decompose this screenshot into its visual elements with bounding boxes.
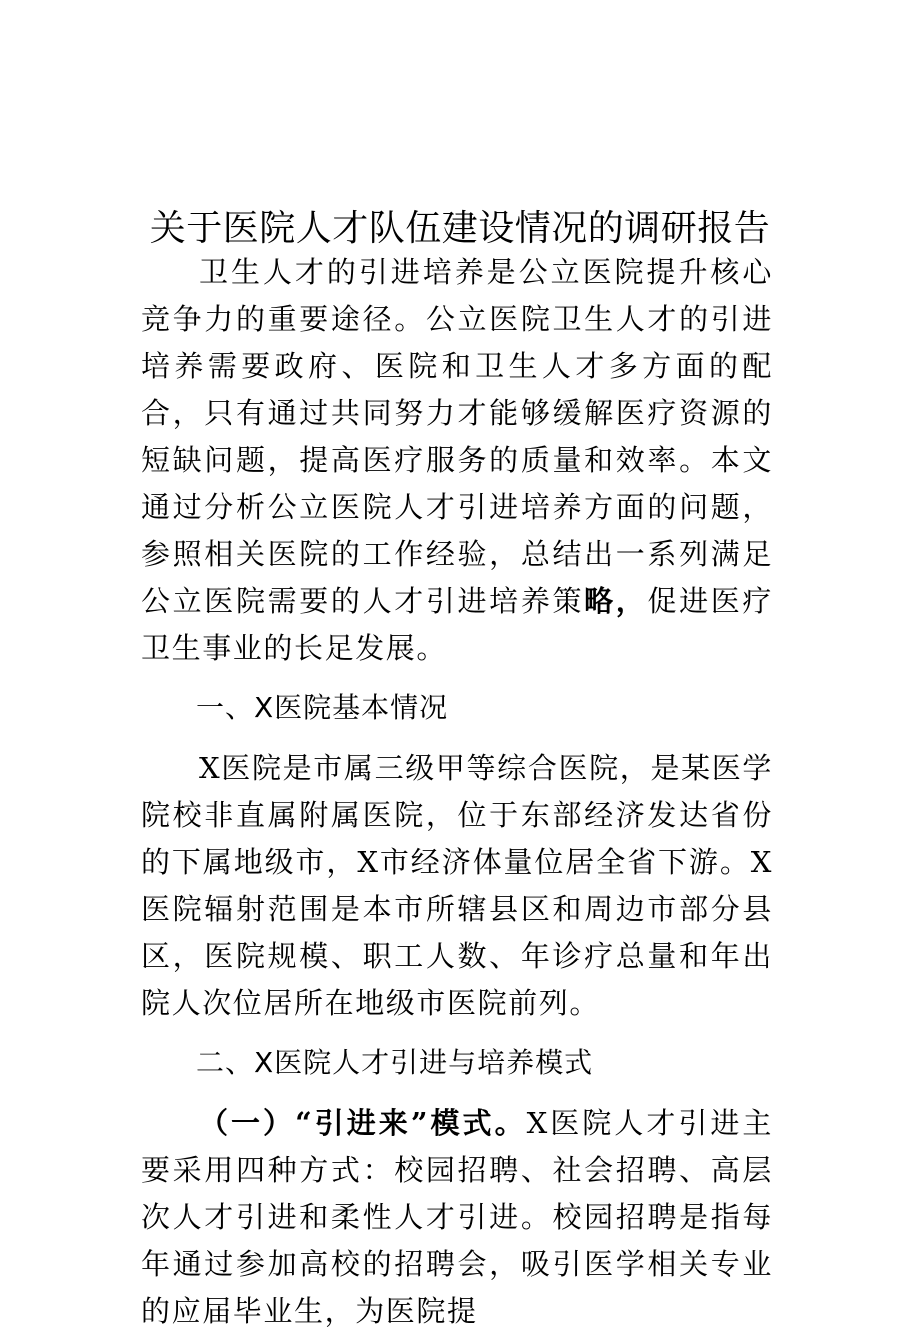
section1-heading: 一、X医院基本情况 bbox=[196, 691, 449, 724]
intro-text-part1: 卫生人才的引进培养是公立医院提升核心竞争力的重要途径。公立医院卫生人才的引进培养需要政府、医院和卫生人才多方面的配合，只有通过共同努力才能够缓解医疗资源的短缺问题，提高医疗服务的质量和效率。本文通过分析公立医院人才引进培养方面的问题，参照相关医院的工作经验，总结出一系列满足公立医院需要的人才引进培养策 bbox=[141, 255, 773, 618]
intro-text-part2: 促进医疗卫生事业的长足发展。 bbox=[141, 584, 774, 665]
report-title: 关于医院人才队伍建设情况的调研报告 bbox=[149, 208, 771, 249]
section2-sub1-lead: （一）“引进来”模式。 bbox=[199, 1106, 527, 1140]
intro-text-bold: 略， bbox=[584, 584, 648, 618]
section2-heading: 二、X医院人才引进与培养模式 bbox=[196, 1046, 594, 1079]
document-body bbox=[141, 249, 773, 1338]
section2-sub1-paragraph bbox=[141, 1100, 773, 1335]
intro-paragraph bbox=[141, 249, 773, 672]
section1-paragraph: X医院是市属三级甲等综合医院，是某医学院校非直属附属医院，位于东部经济发达省份的下属地级市，X市经济体量位居全省下游。X医院辐射范围是本市所辖县区和周边市部分县区，医院规模、职工人数、年诊疗总量和年出院人次位居所在地级市医院前列。 bbox=[141, 751, 773, 1020]
section2-sub1-text: X医院人才引进主要采用四种方式：校园招聘、社会招聘、高层次人才引进和柔性人才引进。校园招聘是指每年通过参加高校的招聘会，吸引医学相关专业的应届毕业生，为医院提 bbox=[141, 1106, 773, 1328]
